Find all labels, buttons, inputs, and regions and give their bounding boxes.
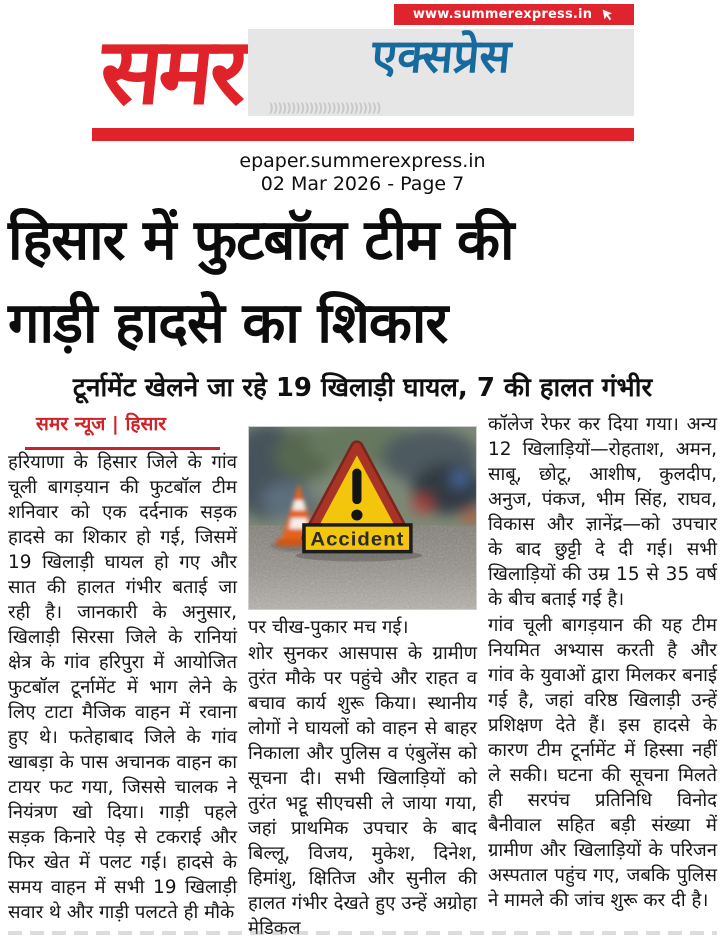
newspaper-logo: [92, 18, 634, 125]
chevron-pattern: ))))))))))))))))))))))))): [268, 101, 381, 115]
epaper-url: epaper.summerexpress.in: [239, 150, 486, 173]
column-2: [248, 412, 477, 942]
website-bar[interactable]: [394, 4, 634, 25]
accident-photo: [248, 426, 477, 610]
column-1: [8, 412, 237, 942]
body-paragraph: हरियाणा के हिसार जिले के गांव चूली बागड़यान की फुटबॉल टीम शनिवार को एक दर्दनाक सड़क हादसे का शिकार हो गई, जिसमें 19 खिलाड़ी घायल हो गए और सात की हालत गंभीर बताई जा रही है। जानकारी के अनुसार, खिलाड़ी सिरसा जिले के रानियां क्षेत्र के गांव हरिपुरा में आयोजित फुटबॉल टूर्नामेंट में भाग लेने के लिए टाटा मैजिक वाहन में रवाना हुए थे। फतेहाबाद जिले के गांव खाबड़ा के पास अचानक वाहन का टायर फट गया, जिससे चालक ने नियंत्रण खो दिया। गाड़ी पहले सड़क किनारे पेड़ से टकराई और फिर खेत में पलट गई। हादसे के समय वाहन में सभी 19 खिलाड़ी सवार थे और गाड़ी पलटते ही मौके: [8, 451, 237, 923]
body-paragraph: गांव चूली बागड़यान की यह टीम नियमित अभ्यास करती है और गांव के युवाओं द्वारा मिलकर बनाई गई है, जहां वरिष्ठ खिलाड़ी उन्हें प्रशिक्षण देते हैं। इस हादसे के कारण टीम टूर्नामेंट में हिस्सा नहीं ले सकी। घटना की सूचना मिलते ही सरपंच प्रतिनिधि विनोद बैनीवाल सहित बड़ी संख्या में ग्रामीण और खिलाड़ियों के परिजन अस्पताल पहुंच गए, जबकि पुलिस ने मामले की जांच शुरू कर दी है।: [488, 614, 717, 911]
headline-line-2: गाड़ी हादसे का शिकार: [8, 290, 448, 356]
cursor-arrow-icon: [601, 8, 614, 21]
date-page-label: 02 Mar 2026 - Page 7: [260, 172, 465, 195]
logo-express-box: [248, 29, 633, 116]
body-paragraph: कॉलेज रेफर कर दिया गया। अन्य 12 खिलाड़ियों—रोहताश, अमन, साबू, छोटू, आशीष, कुलदीप, अनुज, पंकज, भीम सिंह, राघव, विकास और ज्ञानेंद्र—को उपचार के बाद छुट्टी दे दी गई। सभी खिलाड़ियों की उम्र 15 से 35 वर्ष के बीच बताई गई है।: [488, 413, 717, 610]
accident-sign-board: [304, 524, 411, 551]
logo-express: एक्सप्रेस: [369, 29, 513, 83]
body-paragraph: पर चीख-पुकार मच गई।: [248, 616, 409, 638]
accident-sign-text: Accident: [310, 528, 405, 551]
article-subheadline: टूर्नामेंट खेलने जा रहे 19 खिलाड़ी घायल, 7 की हालत गंभीर: [72, 372, 653, 403]
website-link[interactable]: www.summerexpress.in: [412, 7, 593, 22]
masthead: [92, 0, 634, 141]
headline-line-1: हिसार में फुटबॉल टीम की: [8, 207, 514, 273]
cutoff-next-line: [8, 931, 717, 935]
masthead-red-rule: [92, 128, 634, 141]
article-headline: [0, 200, 725, 366]
article-body: [0, 404, 725, 942]
byline: समर न्यूज | हिसार: [36, 412, 167, 435]
epaper-meta: [0, 150, 725, 196]
logo-samar: समर: [94, 18, 249, 125]
body-paragraph: शोर सुनकर आसपास के ग्रामीण तुरंत मौके पर पहुंचे और राहत व बचाव कार्य शुरू किया। स्थानीय लोगों ने घायलों को वाहन से बाहर निकाला और पुलिस व एंबुलेंस को सूचना दी। सभी खिलाड़ियों को तुरंत भट्टू सीएचसी ले जाया गया, जहां प्राथमिक उपचार के बाद बिल्लू, विजय, मुकेश, दिनेश, हिमांशु, क्षितिज और सुनील की हालत गंभीर देखते हुए उन्हें अग्रोहा मेडिकल: [248, 642, 477, 939]
column-3: [488, 412, 717, 942]
